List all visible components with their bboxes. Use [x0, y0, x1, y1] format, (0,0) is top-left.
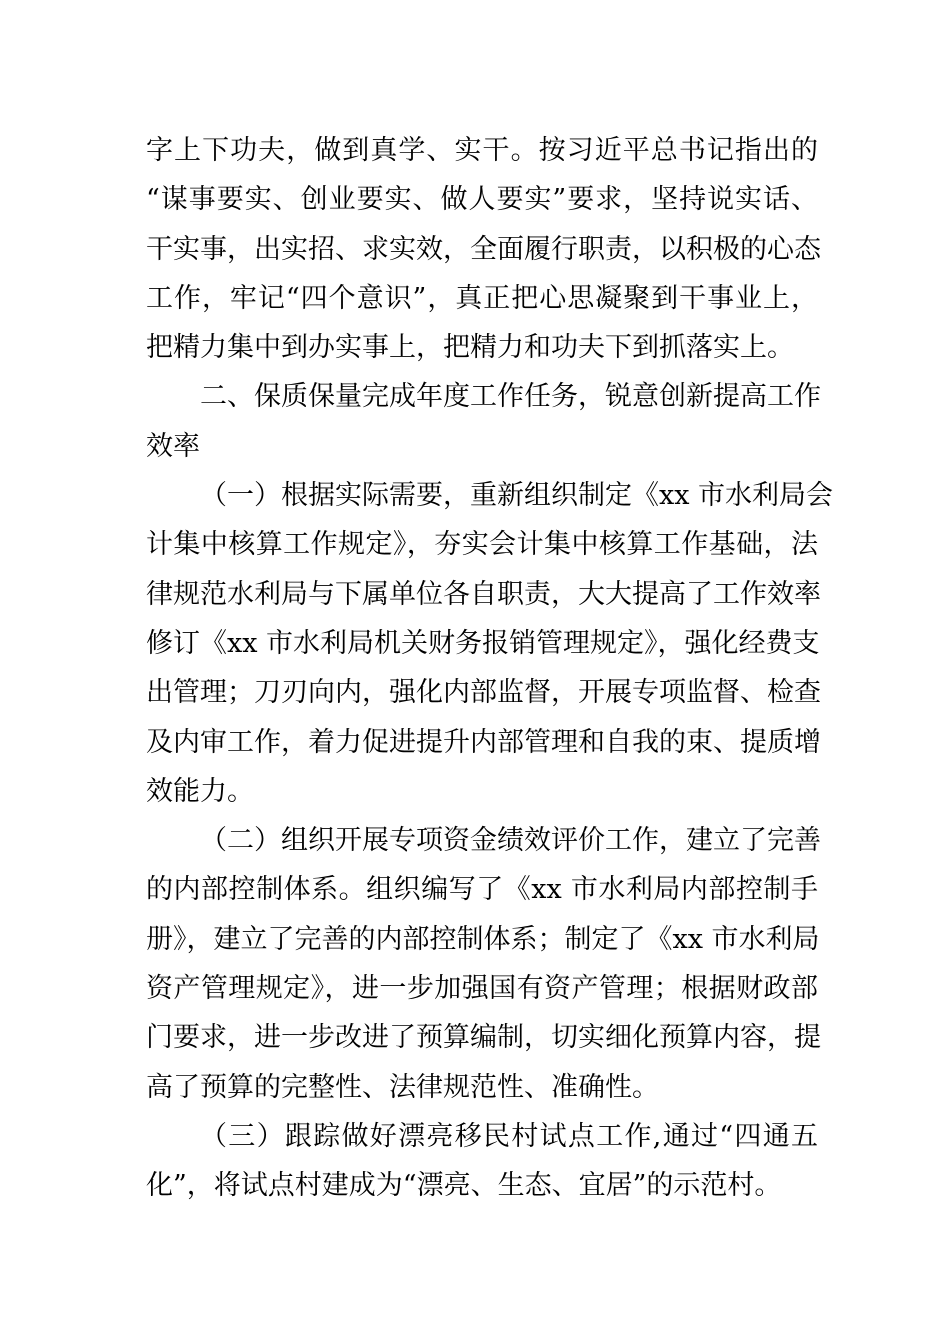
- text-line: 及内审工作，着力促进提升内部管理和自我的束、提质增: [146, 726, 821, 758]
- text-line: 工作，牢记“四个意识”，真正把心思凝聚到干事业上，: [146, 282, 818, 314]
- text-line: 化”，将试点村建成为“漂亮、生态、宜居”的示范村。: [146, 1170, 782, 1202]
- text-line: 计集中核算工作规定》，夯实会计集中核算工作基础，法: [146, 529, 818, 561]
- text-line: 修订《xx 市水利局机关财务报销管理规定》，强化经费支: [146, 627, 820, 659]
- text-line: （一）根据实际需要，重新组织制定《xx 市水利局会: [200, 480, 834, 512]
- text-line: 效率: [146, 430, 200, 462]
- text-line: 门要求，进一步改进了预算编制，切实细化预算内容，提: [146, 1022, 821, 1054]
- document-body: [146, 126, 834, 1211]
- text-line: 效能力。: [146, 775, 254, 807]
- text-line: “谋事要实、创业要实、做人要实”要求，坚持说实话、: [146, 184, 818, 216]
- text-line: 出管理；刀刃向内，强化内部监督，开展专项监督、检查: [146, 677, 821, 709]
- text-line: 把精力集中到办实事上，把精力和功夫下到抓落实上。: [146, 332, 794, 364]
- text-line: 资产管理规定》，进一步加强国有资产管理；根据财政部: [146, 973, 818, 1005]
- text-line: （三）跟踪做好漂亮移民村试点工作,通过“四通五: [200, 1120, 818, 1152]
- text-line: 律规范水利局与下属单位各自职责，大大提高了工作效率: [146, 578, 821, 610]
- text-line: （二）组织开展专项资金绩效评价工作，建立了完善: [200, 825, 821, 857]
- text-line: 干实事，出实招、求实效，全面履行职责，以积极的心态: [146, 233, 821, 265]
- text-line: 的内部控制体系。组织编写了《xx 市水利局内部控制手: [146, 874, 818, 906]
- text-line: 册》，建立了完善的内部控制体系；制定了《xx 市水利局: [146, 923, 820, 955]
- text-line: 二、保质保量完成年度工作任务，锐意创新提高工作: [200, 381, 821, 413]
- text-line: 字上下功夫，做到真学、实干。按习近平总书记指出的: [146, 135, 818, 166]
- text-line: 高了预算的完整性、法律规范性、准确性。: [146, 1071, 659, 1103]
